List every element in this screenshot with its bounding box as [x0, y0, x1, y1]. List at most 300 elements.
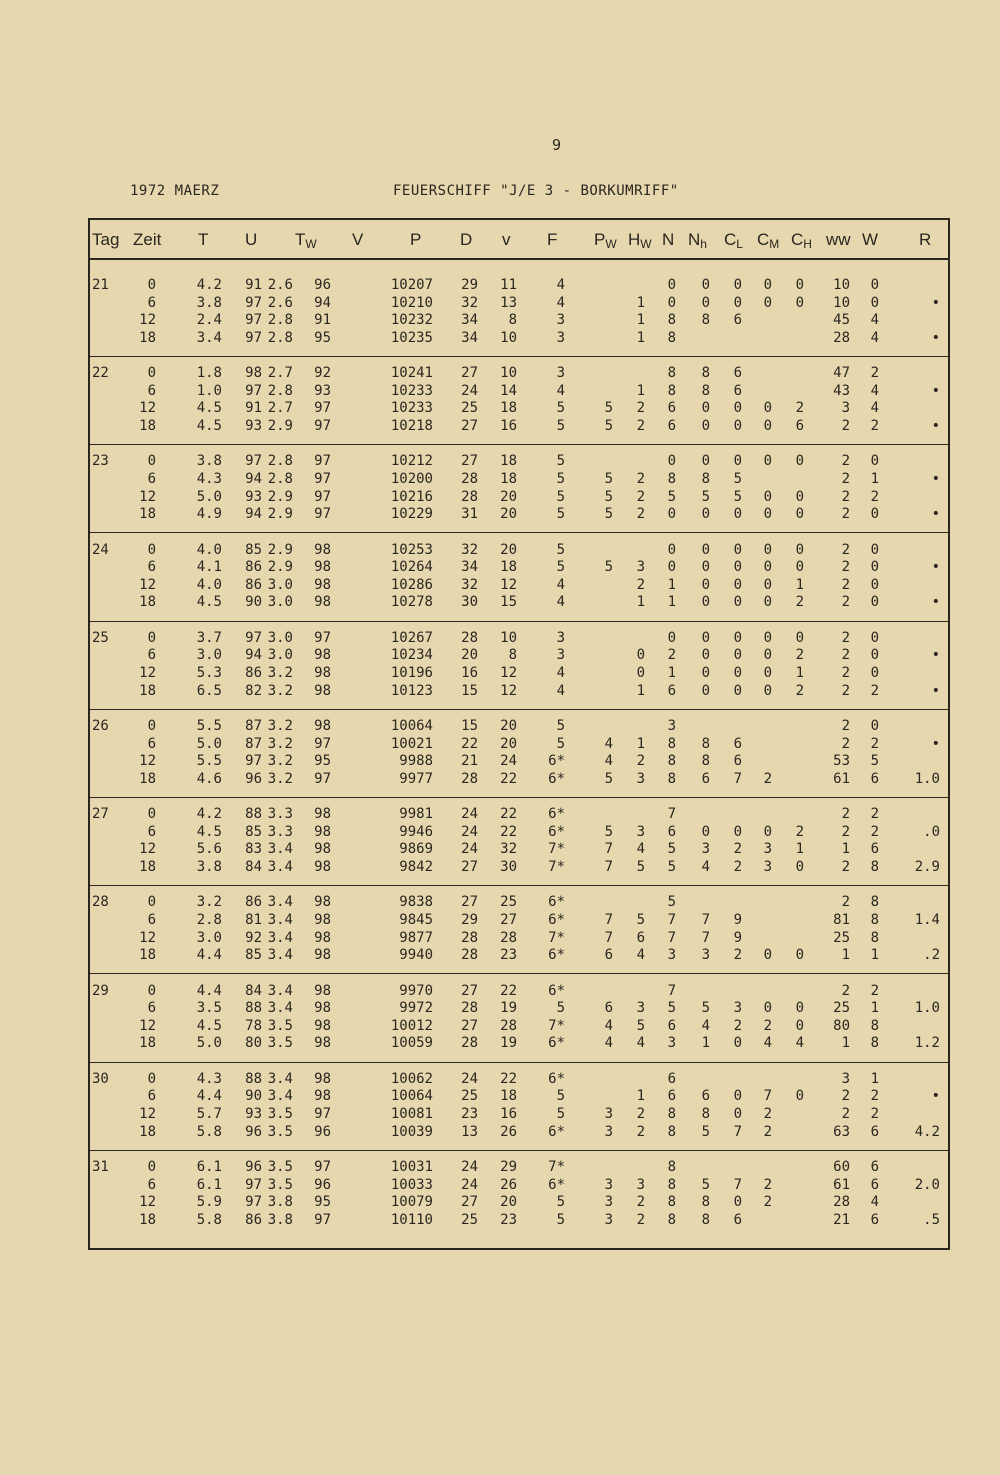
cell-cm: 2	[763, 770, 772, 787]
cell-cl: 5	[733, 488, 742, 505]
cell-pw: 7	[604, 929, 613, 946]
cell-v: 98	[314, 859, 331, 875]
cell-d: 28	[461, 947, 478, 964]
cell-p: 10064	[390, 718, 433, 734]
cell-cl: 6	[733, 312, 742, 329]
cell-nh: 3	[701, 841, 710, 858]
cell-n: 3	[667, 947, 676, 964]
cell-t: 5.9	[196, 1194, 222, 1211]
cell-zeit: 0	[147, 541, 156, 558]
cell-w: 8	[870, 894, 879, 911]
cell-d: 21	[461, 753, 478, 770]
cell-ch: 0	[795, 541, 804, 558]
cell-d: 24	[461, 1176, 478, 1193]
cell-w: 0	[870, 506, 879, 523]
cell-nh: 6	[701, 770, 710, 787]
cell-t: 6.1	[196, 1159, 222, 1175]
cell-vs: 30	[500, 859, 517, 875]
cell-hw: 2	[636, 488, 645, 505]
cell-d: 27	[461, 982, 478, 999]
cell-w: 8	[870, 912, 879, 928]
cell-cm: 2	[763, 1123, 772, 1140]
cell-n: 5	[667, 841, 676, 858]
cell-d: 24	[461, 806, 478, 823]
cell-f: 7*	[548, 929, 565, 946]
cell-pw: 4	[604, 753, 613, 770]
cell-f: 6*	[548, 1176, 565, 1193]
cell-p: 10064	[390, 1088, 433, 1105]
cell-cl: 0	[733, 1194, 742, 1211]
cell-p: 9842	[399, 859, 433, 875]
cell-f: 6*	[548, 806, 565, 823]
cell-ww: 2	[841, 982, 850, 999]
cell-v: 97	[314, 453, 331, 470]
cell-cl: 6	[733, 365, 742, 382]
day-separator	[88, 532, 950, 533]
cell-u: 80	[245, 1035, 262, 1052]
cell-ww: 10	[833, 294, 850, 311]
day-label: 28	[92, 894, 109, 911]
cell-n: 6	[667, 823, 676, 840]
cell-tw: 2.6	[267, 277, 293, 293]
cell-r: 1.0	[914, 1000, 940, 1017]
day-label: 23	[92, 453, 109, 470]
cell-hw: 1	[636, 735, 645, 752]
table-header-row	[88, 218, 950, 260]
cell-nh: 0	[701, 665, 710, 681]
column-header-n: N	[662, 230, 675, 249]
cell-cl: 0	[733, 647, 742, 664]
cell-n: 7	[667, 912, 676, 928]
cell-u: 97	[245, 312, 262, 329]
cell-t: 5.7	[196, 1106, 222, 1122]
cell-hw: 1	[636, 382, 645, 399]
cell-t: 2.8	[196, 912, 222, 928]
cell-f: 6*	[548, 982, 565, 999]
cell-vs: 27	[500, 912, 517, 928]
cell-t: 4.2	[196, 806, 222, 823]
cell-vs: 26	[500, 1176, 517, 1193]
cell-w: 0	[870, 629, 879, 646]
cell-vs: 19	[500, 1035, 517, 1052]
cell-t: 5.8	[196, 1123, 222, 1140]
cell-vs: 10	[500, 329, 517, 346]
cell-ww: 2	[841, 718, 850, 734]
page-title: FEUERSCHIFF "J/E 3 - BORKUMRIFF"	[393, 183, 679, 199]
cell-vs: 15	[500, 594, 517, 611]
cell-nh: 4	[701, 859, 710, 875]
cell-tw: 3.2	[267, 735, 293, 752]
cell-p: 9970	[399, 982, 433, 999]
cell-tw: 3.3	[267, 823, 293, 840]
cell-zeit: 18	[139, 506, 156, 523]
cell-t: 4.5	[196, 823, 222, 840]
cell-cm: 0	[763, 682, 772, 699]
cell-pw: 5	[604, 823, 613, 840]
cell-p: 10081	[390, 1106, 433, 1122]
cell-r: 4.2	[914, 1123, 940, 1140]
cell-v: 98	[314, 1035, 331, 1052]
cell-u: 97	[245, 753, 262, 770]
cell-n: 5	[667, 488, 676, 505]
cell-hw: 2	[636, 753, 645, 770]
day-label: 22	[92, 365, 109, 382]
cell-p: 10278	[390, 594, 433, 611]
cell-f: 6*	[548, 894, 565, 911]
cell-vs: 22	[500, 770, 517, 787]
cell-w: 2	[870, 1106, 879, 1122]
cell-nh: 5	[701, 1000, 710, 1017]
cell-zeit: 6	[147, 559, 156, 576]
cell-cl: 0	[733, 400, 742, 417]
cell-p: 10039	[390, 1123, 433, 1140]
cell-tw: 3.5	[267, 1017, 293, 1034]
cell-cl: 0	[733, 277, 742, 293]
cell-cm: 0	[763, 418, 772, 434]
cell-ch: 0	[795, 859, 804, 875]
cell-zeit: 0	[147, 1159, 156, 1175]
cell-f: 5	[556, 735, 565, 752]
cell-r: •	[931, 682, 940, 699]
cell-nh: 5	[701, 488, 710, 505]
cell-vs: 18	[500, 559, 517, 576]
cell-f: 5	[556, 488, 565, 505]
cell-zeit: 18	[139, 1035, 156, 1052]
cell-d: 24	[461, 1070, 478, 1087]
cell-u: 86	[245, 894, 262, 911]
cell-tw: 3.5	[267, 1159, 293, 1175]
cell-cm: 4	[763, 1035, 772, 1052]
cell-f: 4	[556, 382, 565, 399]
cell-pw: 3	[604, 1106, 613, 1122]
cell-nh: 8	[701, 1106, 710, 1122]
cell-f: 6*	[548, 823, 565, 840]
cell-f: 7*	[548, 841, 565, 858]
cell-r: 2.9	[914, 859, 940, 875]
cell-tw: 2.8	[267, 471, 293, 487]
cell-ww: 25	[833, 929, 850, 946]
cell-w: 2	[870, 735, 879, 752]
cell-v: 97	[314, 1106, 331, 1122]
cell-w: 8	[870, 1017, 879, 1034]
cell-cl: 6	[733, 382, 742, 399]
cell-t: 4.0	[196, 576, 222, 593]
cell-nh: 5	[701, 1123, 710, 1140]
cell-ch: 0	[795, 559, 804, 576]
cell-u: 94	[245, 647, 262, 664]
cell-d: 23	[461, 1106, 478, 1122]
cell-p: 9877	[399, 929, 433, 946]
cell-r: •	[931, 329, 940, 346]
cell-hw: 1	[636, 329, 645, 346]
cell-v: 97	[314, 735, 331, 752]
cell-cl: 0	[733, 418, 742, 434]
cell-zeit: 18	[139, 329, 156, 346]
column-header-v: V	[352, 230, 364, 249]
day-label: 25	[92, 629, 109, 646]
cell-t: 5.5	[196, 753, 222, 770]
cell-cm: 0	[763, 594, 772, 611]
cell-zeit: 18	[139, 1211, 156, 1228]
cell-ch: 0	[795, 1017, 804, 1034]
day-label: 29	[92, 982, 109, 999]
cell-n: 0	[667, 294, 676, 311]
cell-n: 0	[667, 277, 676, 293]
cell-v: 97	[314, 506, 331, 523]
cell-v: 98	[314, 559, 331, 576]
cell-t: 3.4	[196, 329, 222, 346]
cell-vs: 22	[500, 806, 517, 823]
cell-hw: 1	[636, 312, 645, 329]
day-label: 27	[92, 806, 109, 823]
cell-cm: 2	[763, 1194, 772, 1211]
cell-n: 3	[667, 718, 676, 734]
cell-f: 4	[556, 294, 565, 311]
cell-t: 3.0	[196, 647, 222, 664]
cell-p: 10235	[390, 329, 433, 346]
cell-cl: 6	[733, 735, 742, 752]
cell-d: 32	[461, 541, 478, 558]
cell-d: 25	[461, 400, 478, 417]
cell-u: 96	[245, 770, 262, 787]
cell-vs: 18	[500, 1088, 517, 1105]
cell-d: 27	[461, 453, 478, 470]
cell-tw: 3.2	[267, 753, 293, 770]
cell-d: 34	[461, 329, 478, 346]
column-header-tag: Tag	[92, 230, 120, 249]
cell-n: 5	[667, 894, 676, 911]
cell-cl: 0	[733, 823, 742, 840]
cell-w: 4	[870, 1194, 879, 1211]
cell-u: 93	[245, 488, 262, 505]
cell-w: 8	[870, 1035, 879, 1052]
cell-p: 10234	[390, 647, 433, 664]
cell-u: 97	[245, 629, 262, 646]
cell-ww: 61	[833, 1176, 850, 1193]
cell-n: 6	[667, 1017, 676, 1034]
cell-w: 4	[870, 382, 879, 399]
cell-f: 6*	[548, 1070, 565, 1087]
cell-zeit: 0	[147, 277, 156, 293]
cell-u: 87	[245, 718, 262, 734]
cell-hw: 5	[636, 859, 645, 875]
cell-p: 10033	[390, 1176, 433, 1193]
cell-zeit: 12	[139, 576, 156, 593]
cell-pw: 5	[604, 770, 613, 787]
cell-v: 98	[314, 647, 331, 664]
cell-p: 10218	[390, 418, 433, 434]
cell-u: 92	[245, 929, 262, 946]
cell-vs: 10	[500, 629, 517, 646]
cell-zeit: 0	[147, 1070, 156, 1087]
cell-tw: 2.9	[267, 506, 293, 523]
cell-tw: 3.5	[267, 1035, 293, 1052]
cell-p: 10253	[390, 541, 433, 558]
cell-vs: 23	[500, 947, 517, 964]
cell-u: 88	[245, 1000, 262, 1017]
cell-d: 28	[461, 929, 478, 946]
cell-p: 10031	[390, 1159, 433, 1175]
cell-ch: 2	[795, 400, 804, 417]
cell-pw: 3	[604, 1211, 613, 1228]
cell-tw: 3.8	[267, 1211, 293, 1228]
cell-n: 7	[667, 929, 676, 946]
cell-tw: 2.9	[267, 541, 293, 558]
cell-zeit: 6	[147, 294, 156, 311]
cell-w: 4	[870, 400, 879, 417]
cell-nh: 8	[701, 735, 710, 752]
cell-w: 4	[870, 329, 879, 346]
cell-f: 5	[556, 418, 565, 434]
cell-vs: 10	[500, 365, 517, 382]
cell-nh: 7	[701, 929, 710, 946]
cell-zeit: 18	[139, 594, 156, 611]
cell-f: 5	[556, 400, 565, 417]
cell-hw: 3	[636, 559, 645, 576]
cell-nh: 8	[701, 1194, 710, 1211]
cell-r: •	[931, 418, 940, 434]
cell-ww: 2	[841, 506, 850, 523]
cell-t: 4.0	[196, 541, 222, 558]
cell-p: 10200	[390, 471, 433, 487]
cell-v: 98	[314, 541, 331, 558]
cell-zeit: 12	[139, 1017, 156, 1034]
cell-vs: 26	[500, 1123, 517, 1140]
cell-cm: 0	[763, 559, 772, 576]
cell-zeit: 12	[139, 1194, 156, 1211]
cell-cl: 6	[733, 753, 742, 770]
cell-v: 97	[314, 418, 331, 434]
cell-nh: 3	[701, 947, 710, 964]
cell-tw: 2.8	[267, 312, 293, 329]
cell-hw: 1	[636, 682, 645, 699]
cell-p: 9988	[399, 753, 433, 770]
day-separator	[88, 797, 950, 798]
cell-u: 85	[245, 947, 262, 964]
cell-w: 2	[870, 488, 879, 505]
cell-ww: 2	[841, 594, 850, 611]
cell-pw: 7	[604, 859, 613, 875]
cell-v: 98	[314, 594, 331, 611]
cell-hw: 2	[636, 418, 645, 434]
cell-hw: 1	[636, 294, 645, 311]
cell-f: 4	[556, 682, 565, 699]
cell-vs: 8	[508, 312, 517, 329]
cell-pw: 5	[604, 471, 613, 487]
cell-zeit: 18	[139, 682, 156, 699]
cell-nh: 0	[701, 576, 710, 593]
cell-t: 5.0	[196, 1035, 222, 1052]
cell-r: •	[931, 382, 940, 399]
cell-d: 22	[461, 735, 478, 752]
cell-w: 0	[870, 647, 879, 664]
cell-ww: 2	[841, 806, 850, 823]
cell-pw: 4	[604, 1017, 613, 1034]
cell-v: 97	[314, 400, 331, 417]
cell-u: 78	[245, 1017, 262, 1034]
cell-n: 2	[667, 647, 676, 664]
cell-w: 0	[870, 718, 879, 734]
cell-ww: 3	[841, 1070, 850, 1087]
cell-u: 86	[245, 576, 262, 593]
cell-v: 95	[314, 1194, 331, 1211]
cell-f: 7*	[548, 1159, 565, 1175]
cell-ww: 60	[833, 1159, 850, 1175]
cell-p: 9946	[399, 823, 433, 840]
cell-hw: 4	[636, 1035, 645, 1052]
cell-r: •	[931, 506, 940, 523]
cell-p: 10216	[390, 488, 433, 505]
cell-u: 85	[245, 541, 262, 558]
cell-u: 86	[245, 665, 262, 681]
cell-hw: 4	[636, 947, 645, 964]
cell-r: •	[931, 294, 940, 311]
cell-zeit: 12	[139, 488, 156, 505]
cell-p: 9845	[399, 912, 433, 928]
column-header-u: U	[245, 230, 258, 249]
cell-ch: 2	[795, 823, 804, 840]
cell-ww: 2	[841, 1106, 850, 1122]
cell-nh: 0	[701, 506, 710, 523]
cell-w: 6	[870, 1123, 879, 1140]
cell-cl: 9	[733, 912, 742, 928]
cell-zeit: 18	[139, 418, 156, 434]
cell-f: 4	[556, 576, 565, 593]
cell-cm: 0	[763, 277, 772, 293]
cell-v: 98	[314, 1017, 331, 1034]
cell-zeit: 6	[147, 735, 156, 752]
cell-cm: 0	[763, 506, 772, 523]
cell-r: .0	[923, 823, 940, 840]
cell-f: 3	[556, 312, 565, 329]
cell-w: 2	[870, 806, 879, 823]
cell-pw: 5	[604, 400, 613, 417]
cell-cm: 3	[763, 859, 772, 875]
cell-hw: 2	[636, 400, 645, 417]
cell-ch: 2	[795, 594, 804, 611]
cell-tw: 2.9	[267, 418, 293, 434]
cell-n: 8	[667, 1159, 676, 1175]
cell-t: 5.8	[196, 1211, 222, 1228]
cell-cl: 9	[733, 929, 742, 946]
cell-n: 7	[667, 806, 676, 823]
cell-cm: 7	[763, 1088, 772, 1105]
day-separator	[88, 356, 950, 357]
column-header-p: P	[410, 230, 422, 249]
cell-v: 92	[314, 365, 331, 382]
cell-hw: 2	[636, 1106, 645, 1122]
cell-d: 31	[461, 506, 478, 523]
cell-vs: 28	[500, 1017, 517, 1034]
cell-zeit: 12	[139, 400, 156, 417]
cell-nh: 8	[701, 312, 710, 329]
cell-tw: 3.4	[267, 1088, 293, 1105]
cell-u: 91	[245, 277, 262, 293]
cell-ww: 2	[841, 541, 850, 558]
day-label: 24	[92, 541, 109, 558]
cell-hw: 3	[636, 1000, 645, 1017]
cell-d: 28	[461, 1000, 478, 1017]
cell-t: 1.8	[196, 365, 222, 382]
cell-d: 13	[461, 1123, 478, 1140]
day-separator	[88, 973, 950, 974]
cell-zeit: 12	[139, 1106, 156, 1122]
column-header-ch: $C_H$	[791, 230, 812, 251]
cell-w: 2	[870, 982, 879, 999]
cell-u: 88	[245, 1070, 262, 1087]
cell-hw: 6	[636, 929, 645, 946]
cell-ww: 1	[841, 1035, 850, 1052]
